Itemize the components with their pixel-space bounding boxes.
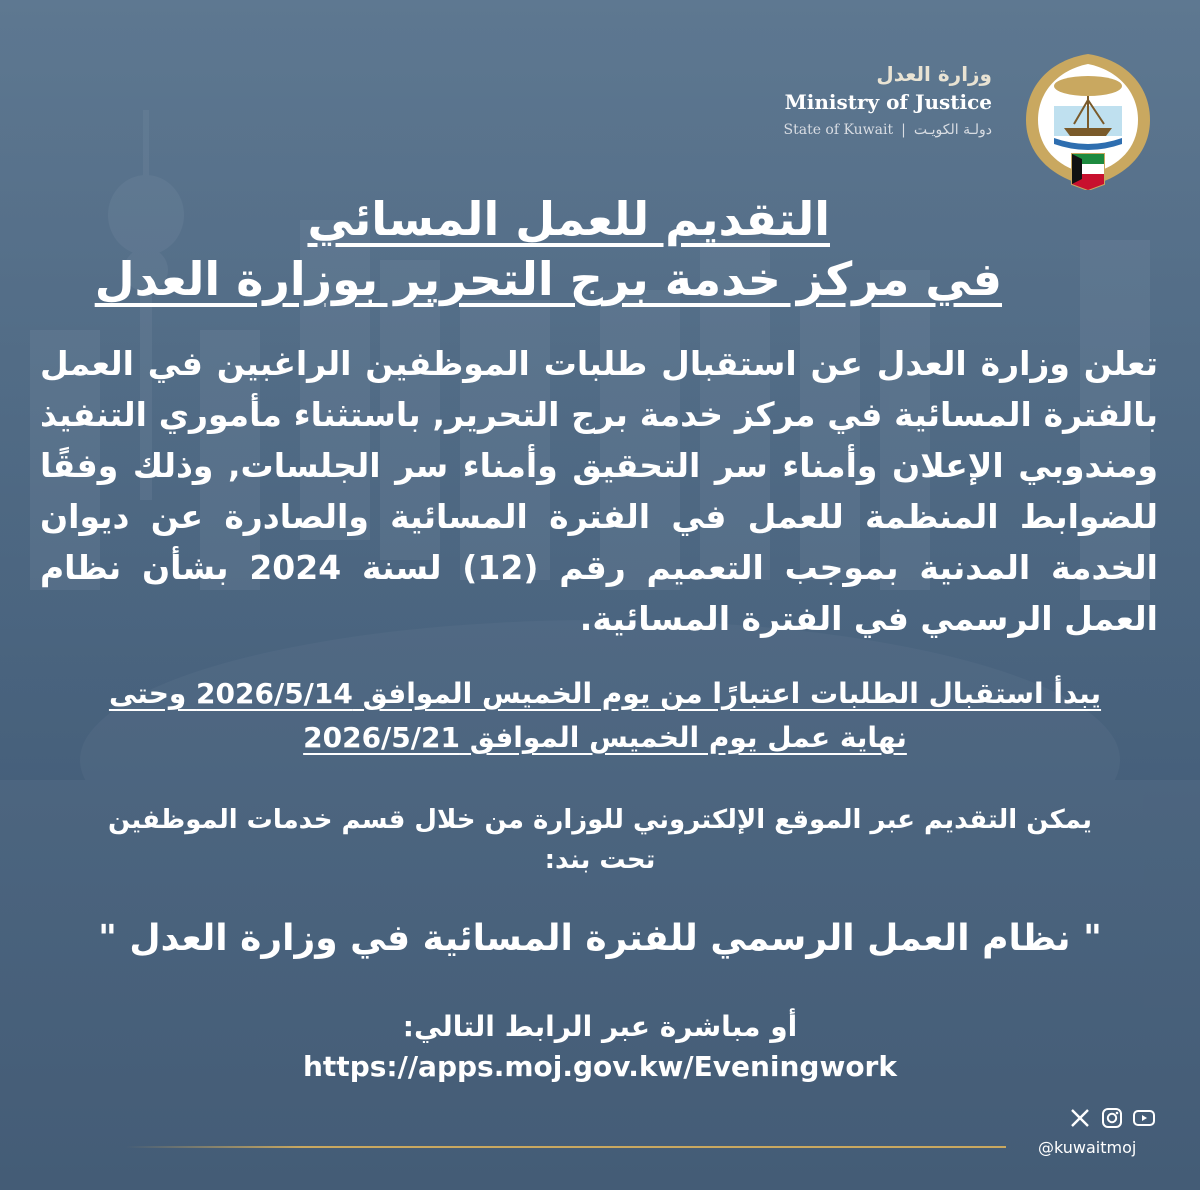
x-icon[interactable] (1068, 1106, 1092, 1130)
application-link[interactable]: https://apps.moj.gov.kw/Eveningwork (302, 1050, 897, 1083)
ministry-header (784, 62, 993, 138)
ministry-name-arabic: وزارة العدل (876, 62, 992, 86)
dates-line1: يبدأ استقبال الطلبات اعتبارًا من يوم الخميس الموافق 2026/5/14 وحتى (108, 677, 1102, 710)
state-name (784, 122, 993, 138)
announcement-body: تعلن وزارة العدل عن استقبال طلبات الموظفين الراغبين في العمل بالفترة المسائية في مركز خدمة برج التحرير, باستثناء مأموري التنفيذ ومندوبي الإعلان وأمناء سر التحقيق وأمناء سر الجلسات, وذلك وفقًا للضوابط المنظمة للعمل في الفترة المسائية والصادرة عن ديوان الخدمة المدنية بموجب التعميم رقم (12) لسنة 2024 بشأن نظام العمل الرسمي في الفترة المسائية. (40, 344, 1158, 638)
kuwait-emblem-icon (1018, 50, 1158, 190)
apply-line2: تحت بند: (544, 845, 656, 875)
service-name-quote: " نظام العمل الرسمي للفترة المسائية في وزارة العدل " (98, 918, 1102, 959)
application-instructions (40, 800, 1160, 880)
direct-link-label: أو مباشرة عبر الرابط التالي: (402, 1010, 798, 1043)
state-name-english: State of Kuwait (783, 122, 894, 138)
ministry-name-english: Ministry of Justice (784, 90, 992, 114)
apply-line1: يمكن التقديم عبر الموقع الإلكتروني للوزارة من خلال قسم خدمات الموظفين (108, 805, 1092, 835)
state-name-arabic: دولـة الكويـت (913, 122, 992, 138)
social-handle: @kuwaitmoj (1038, 1138, 1137, 1157)
announcement-title-line2: في مركز خدمة برج التحرير بوزارة العدل (94, 252, 1002, 306)
youtube-icon[interactable] (1132, 1106, 1156, 1130)
instagram-icon[interactable] (1100, 1106, 1124, 1130)
social-icons (1068, 1104, 1168, 1132)
dates-line2: نهاية عمل يوم الخميس الموافق 2026/5/21 (303, 721, 907, 754)
footer-divider (126, 1146, 1006, 1148)
state-separator: | (901, 122, 906, 138)
announcement-title-line1: التقديم للعمل المسائي (307, 192, 830, 246)
application-dates (30, 672, 1180, 760)
